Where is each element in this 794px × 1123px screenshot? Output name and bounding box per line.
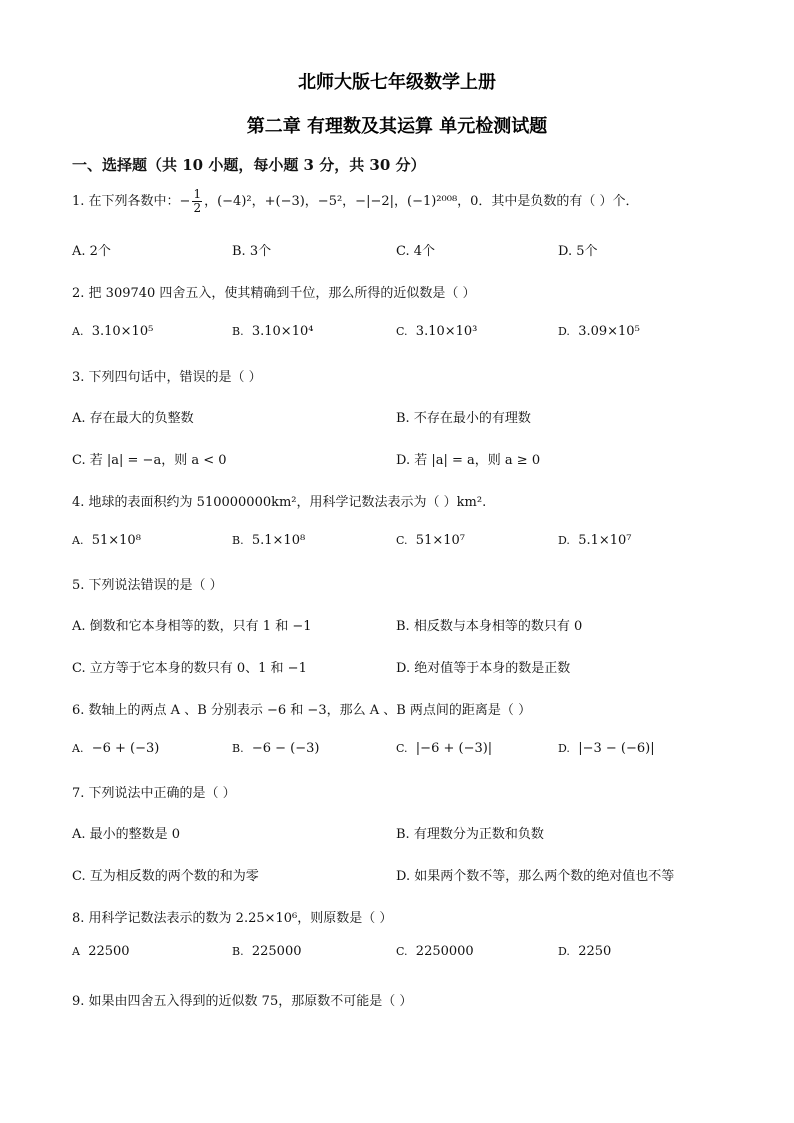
- option-value: 5.1×10⁸: [251, 533, 306, 548]
- option-value: 225000: [251, 944, 302, 959]
- question-4: 4. 地球的表面积约为 510000000km²，用科学记数法表示为（ ）km².: [72, 495, 487, 510]
- q5-option-d: D. 绝对值等于本身的数是正数: [396, 661, 571, 676]
- option-letter: B.: [232, 325, 244, 338]
- q2-option-a: [72, 324, 153, 339]
- option-letter: A.: [72, 534, 84, 547]
- fraction-one-half: [192, 188, 202, 215]
- q4-option-a: [72, 533, 141, 548]
- option-value: 51×10⁸: [91, 533, 141, 548]
- question-1: [72, 188, 639, 215]
- option-value: 3.09×10⁵: [578, 324, 640, 339]
- option-letter: C.: [396, 534, 408, 547]
- q5-option-a: A. 倒数和它本身相等的数，只有 1 和 −1: [72, 619, 312, 634]
- option-letter: D.: [558, 742, 570, 755]
- q2-option-b: [232, 324, 313, 339]
- q4-option-c: [396, 533, 465, 548]
- question-7: 7. 下列说法中正确的是（ ）: [72, 786, 236, 801]
- q7-option-c: C. 互为相反数的两个数的和为零: [72, 869, 259, 884]
- q6-option-b: [232, 741, 320, 756]
- option-letter: D.: [558, 945, 570, 958]
- q7-option-a: A. 最小的整数是 0: [72, 827, 181, 842]
- option-value: 2250: [578, 944, 612, 959]
- option-letter: D.: [558, 534, 570, 547]
- q4-option-b: [232, 533, 305, 548]
- question-1-neg-sign: −: [179, 194, 191, 209]
- question-1-prefix: 1. 在下列各数中：: [72, 194, 180, 209]
- q8-option-d: [558, 944, 611, 959]
- q3-option-c: C. 若 |a| = −a，则 a < 0: [72, 453, 227, 468]
- q1-option-c: C. 4个: [396, 244, 436, 259]
- option-value: |−3 − (−6)|: [578, 741, 655, 756]
- q5-option-b: B. 相反数与本身相等的数只有 0: [396, 619, 583, 634]
- option-value: 22500: [88, 944, 130, 959]
- option-value: 5.1×10⁷: [578, 533, 632, 548]
- q6-option-d: [558, 741, 655, 756]
- option-letter: C.: [396, 742, 408, 755]
- option-letter: B.: [232, 945, 244, 958]
- option-value: −6 + (−3): [91, 741, 160, 756]
- question-6: 6. 数轴上的两点 A 、B 分别表示 −6 和 −3，那么 A 、B 两点间的距离是（ ）: [72, 703, 532, 718]
- document-subtitle: 第二章 有理数及其运算 单元检测试题: [246, 116, 548, 137]
- section-heading-choice: 一、选择题（共 10 小题，每小题 3 分，共 30 分）: [72, 156, 426, 174]
- option-letter: A.: [72, 742, 84, 755]
- option-letter: C.: [396, 945, 408, 958]
- q7-option-d: D. 如果两个数不等，那么两个数的绝对值也不等: [396, 869, 675, 884]
- q3-option-d: D. 若 |a| = a，则 a ≥ 0: [396, 453, 541, 468]
- option-letter: D.: [558, 325, 570, 338]
- question-3: 3. 下列四句话中，错误的是（ ）: [72, 370, 262, 385]
- question-1-rest: ，(−4)²，+(−3)，−5²，−|−2|，(−1)²⁰⁰⁸，0．其中是负数的有（ ）个．: [204, 194, 639, 209]
- option-value: 3.10×10³: [415, 324, 478, 339]
- option-value: 2250000: [415, 944, 474, 959]
- option-letter: B.: [232, 742, 244, 755]
- document-title: 北师大版七年级数学上册: [298, 72, 496, 93]
- q6-option-a: [72, 741, 159, 756]
- q7-option-b: B. 有理数分为正数和负数: [396, 827, 544, 842]
- option-letter: C.: [396, 325, 408, 338]
- q8-option-c: [396, 944, 474, 959]
- option-letter: A.: [72, 325, 84, 338]
- option-value: |−6 + (−3)|: [415, 741, 493, 756]
- q2-option-c: [396, 324, 477, 339]
- q8-option-b: [232, 944, 302, 959]
- q6-option-c: [396, 741, 492, 756]
- q4-option-d: [558, 533, 632, 548]
- fraction-numerator: 1: [193, 187, 202, 201]
- question-8: 8. 用科学记数法表示的数为 2.25×10⁶，则原数是（ ）: [72, 911, 393, 926]
- q1-option-d: D. 5个: [558, 244, 598, 259]
- option-letter: B.: [232, 534, 244, 547]
- question-9: 9. 如果由四舍五入得到的近似数 75，那原数不可能是（ ）: [72, 994, 413, 1009]
- question-2: 2. 把 309740 四舍五入，使其精确到千位，那么所得的近似数是（ ）: [72, 286, 476, 301]
- q1-option-b: B. 3个: [232, 244, 272, 259]
- option-value: 3.10×10⁴: [251, 324, 314, 339]
- question-5: 5. 下列说法错误的是（ ）: [72, 578, 223, 593]
- q3-option-b: B. 不存在最小的有理数: [396, 411, 531, 426]
- option-value: 3.10×10⁵: [91, 324, 154, 339]
- option-value: −6 − (−3): [251, 741, 320, 756]
- q3-option-a: A. 存在最大的负整数: [72, 411, 194, 426]
- option-letter: A: [72, 945, 80, 958]
- q8-option-a: [72, 944, 130, 959]
- q2-option-d: [558, 324, 640, 339]
- option-value: 51×10⁷: [415, 533, 465, 548]
- q5-option-c: C. 立方等于它本身的数只有 0、1 和 −1: [72, 661, 307, 676]
- fraction-denominator: 2: [193, 201, 202, 215]
- q1-option-a: A. 2个: [72, 244, 111, 259]
